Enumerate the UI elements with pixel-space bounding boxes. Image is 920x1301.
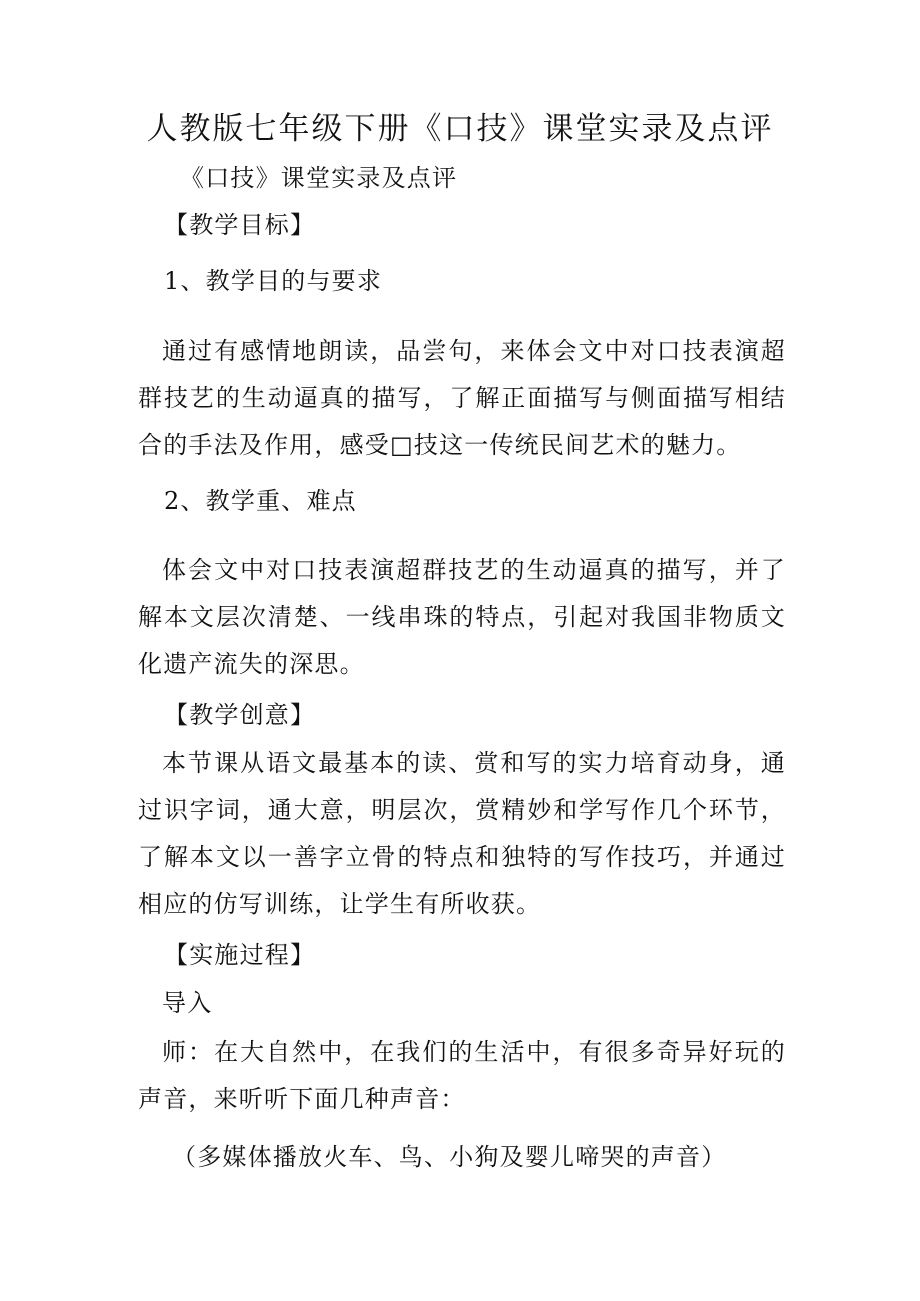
item2-heading: 2、教学重、难点 (164, 487, 357, 515)
item1-paragraph: 通过有感情地朗读，品尝句，来体会文中对口技表演超群技艺的生动逼真的描写，了解正面描写与侧面描写相结合的手法及作用，感受□技这一传统民间艺术的魅力。 (138, 337, 786, 459)
teacher-paragraph: 师：在大自然中，在我们的生活中，有很多奇异好玩的声音，来听听下面几种声音： (138, 1038, 786, 1113)
item2-paragraph: 体会文中对口技表演超群技艺的生动逼真的描写，并了解本文层次清楚、一线串珠的特点，引起对我国非物质文化遗产流失的深思。 (138, 556, 786, 678)
intro-label: 导入 (162, 989, 213, 1017)
section-heading-process: 【实施过程】 (164, 941, 316, 969)
creativity-paragraph: 本节课从语文最基本的读、赏和写的实力培育动身，通过识字词，通大意，明层次，赏精妙和学写作几个环节，了解本文以一善字立骨的特点和独特的写作技巧，并通过相应的仿写训练，让学生有所收获。 (138, 749, 786, 918)
document-subtitle: 《口技》课堂实录及点评 (180, 164, 458, 192)
document-title: 人教版七年级下册《口技》课堂实录及点评 (146, 111, 774, 147)
item1-heading: 1、教学目的与要求 (164, 267, 383, 295)
section-heading-objectives: 【教学目标】 (164, 211, 316, 239)
media-note: （多媒体播放火车、鸟、小狗及婴儿啼哭的声音） (172, 1143, 727, 1171)
section-heading-creativity: 【教学创意】 (164, 701, 316, 729)
